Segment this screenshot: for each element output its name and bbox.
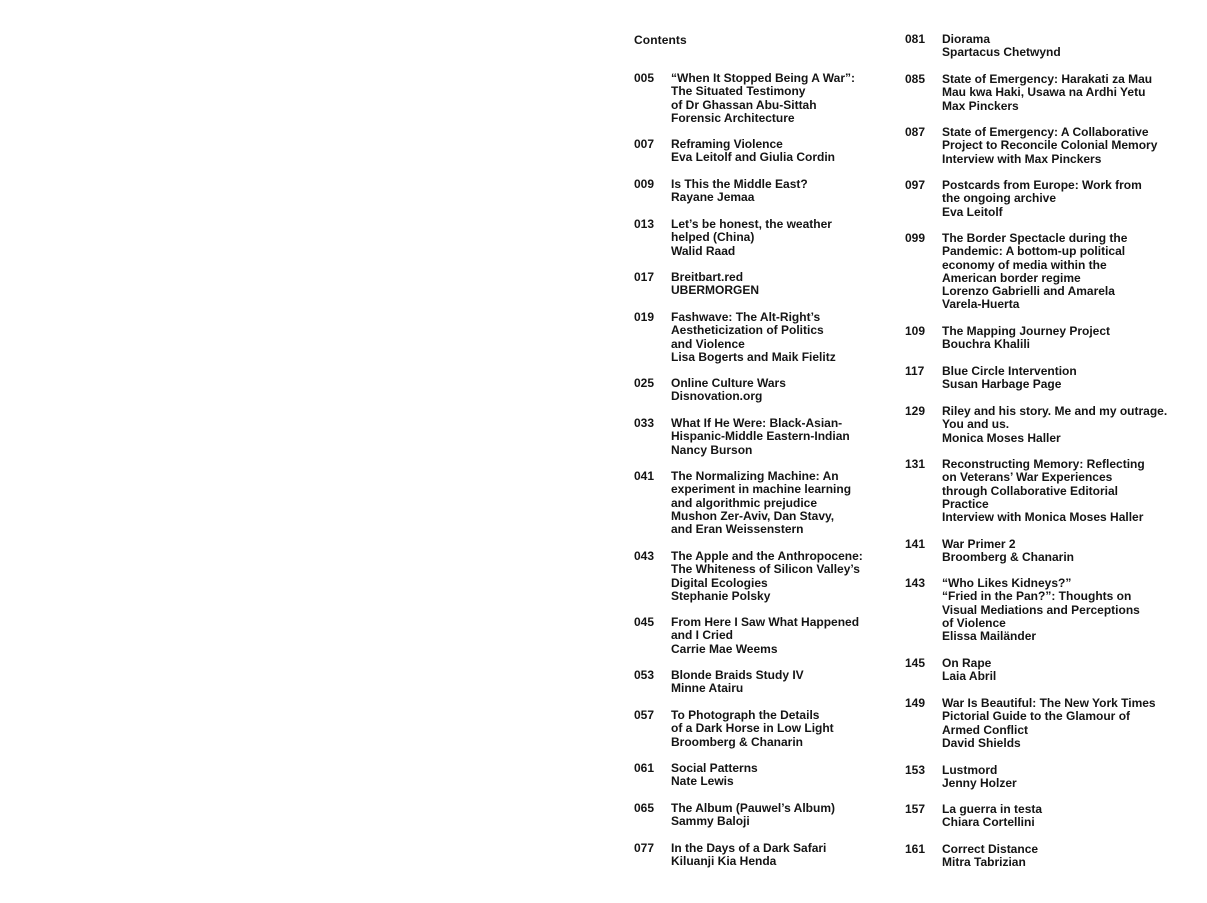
entry-author: Chiara Cortellini <box>942 815 1035 830</box>
entry-text <box>942 179 1178 219</box>
entry-author: Interview with Max Pinckers <box>942 151 1102 166</box>
entry-text <box>671 470 907 536</box>
entry-author: Interview with Monica Moses Haller <box>942 510 1144 525</box>
entry-text <box>671 417 907 457</box>
page-number: 153 <box>905 763 926 777</box>
page-number: 005 <box>634 71 655 85</box>
entry-author: Minne Atairu <box>671 681 744 696</box>
entry-text <box>671 72 907 125</box>
entry-text <box>942 458 1178 524</box>
page-number: 141 <box>905 537 926 551</box>
entry-title-line: Reframing Violence <box>671 137 783 151</box>
entry-author: UBERMORGEN <box>671 283 760 298</box>
entry-author: Spartacus Chetwynd <box>942 45 1061 60</box>
entry-title-line: Lorenzo Gabrielli and Amarela <box>942 284 1115 299</box>
entry-author: Laia Abril <box>942 669 997 684</box>
entry-title-line: “Fried in the Pan?”: Thoughts on <box>942 589 1132 604</box>
entry-title-line: You and us. <box>942 417 1010 432</box>
entry-author: Jenny Holzer <box>942 776 1017 791</box>
entry-author: Lisa Bogerts and Maik Fielitz <box>671 349 836 364</box>
entry-title-line: Pandemic: A bottom-up political <box>942 244 1126 259</box>
entry-text <box>671 138 907 165</box>
page-number: 157 <box>905 802 926 816</box>
entry-title-line: Digital Ecologies <box>671 575 768 590</box>
entry-text <box>942 764 1178 791</box>
entry-text <box>671 669 907 696</box>
entry-text <box>942 73 1178 113</box>
entry-author: Susan Harbage Page <box>942 377 1062 392</box>
entry-title-line: Diorama <box>942 32 991 46</box>
entry-title-line: Postcards from Europe: Work from <box>942 178 1142 192</box>
entry-author: Nate Lewis <box>671 774 734 789</box>
entry-text <box>942 538 1178 565</box>
entry-author: Varela-Huerta <box>942 297 1020 312</box>
entry-text <box>942 33 1178 60</box>
entry-title-line: helped (China) <box>671 230 755 245</box>
entry-author: Bouchra Khalili <box>942 337 1031 352</box>
entry-text <box>671 550 907 603</box>
page-number: 057 <box>634 708 655 722</box>
entry-title-line: The Album (Pauwel’s Album) <box>671 801 836 815</box>
entry-author: Broomberg & Chanarin <box>942 550 1075 565</box>
entry-author: Carrie Mae Weems <box>671 641 778 656</box>
entry-text <box>942 803 1178 830</box>
entry-text <box>942 325 1178 352</box>
entry-title-line: “Who Likes Kidneys?” <box>942 576 1072 590</box>
entry-title-line: Reconstructing Memory: Reflecting <box>942 457 1145 471</box>
page-number: 033 <box>634 416 655 430</box>
entry-title-line: Mau kwa Haki, Usawa na Ardhi Yetu <box>942 85 1146 100</box>
page-number: 081 <box>905 32 926 46</box>
entry-title-line: Mushon Zer-Aviv, Dan Stavy, <box>671 508 835 523</box>
entry-author: Eva Leitolf and Giulia Cordin <box>671 150 836 165</box>
entry-text <box>671 377 907 404</box>
entry-title-line: American border regime <box>942 270 1081 285</box>
entry-title-line: War Primer 2 <box>942 537 1016 551</box>
entry-text <box>942 577 1178 643</box>
page-number: 017 <box>634 270 655 284</box>
entry-title-line: The Whiteness of Silicon Valley’s <box>671 562 860 577</box>
entry-title-line: Blue Circle Intervention <box>942 364 1077 378</box>
entry-title-line: Pictorial Guide to the Glamour of <box>942 709 1131 724</box>
entry-title-line: Armed Conflict <box>942 722 1029 737</box>
entry-title-line: Aestheticization of Politics <box>671 323 824 338</box>
entry-title-line: Online Culture Wars <box>671 376 786 390</box>
entry-author: Eva Leitolf <box>942 204 1003 219</box>
entry-title-line: and algorithmic prejudice <box>671 495 818 510</box>
page-number: 143 <box>905 576 926 590</box>
entry-title-line: “When It Stopped Being A War”: <box>671 71 855 85</box>
entry-author: Rayane Jemaa <box>671 190 755 205</box>
page-number: 085 <box>905 72 926 86</box>
entry-title-line: Practice <box>942 496 989 511</box>
page-number: 065 <box>634 801 655 815</box>
page-number: 007 <box>634 137 655 151</box>
page-number: 099 <box>905 231 926 245</box>
entry-title-line: and Violence <box>671 336 745 351</box>
entry-title-line: Riley and his story. Me and my outrage. <box>942 404 1168 418</box>
entry-title-line: The Normalizing Machine: An <box>671 469 839 483</box>
entry-author: Mitra Tabrizian <box>942 855 1026 870</box>
entry-text <box>671 802 907 829</box>
entry-author: and Eran Weissenstern <box>671 522 804 537</box>
entry-text <box>671 616 907 656</box>
page-number: 097 <box>905 178 926 192</box>
entry-title-line: War Is Beautiful: The New York Times <box>942 696 1156 710</box>
entry-text <box>942 365 1178 392</box>
contents-heading: Contents <box>634 33 687 47</box>
page-number: 161 <box>905 842 926 856</box>
entry-title-line: State of Emergency: Harakati za Mau <box>942 72 1153 86</box>
entry-text <box>671 178 907 205</box>
entry-title-line: of Violence <box>942 615 1006 630</box>
entry-author: Walid Raad <box>671 243 736 258</box>
entry-title-line: Project to Reconcile Colonial Memory <box>942 138 1158 153</box>
entry-title-line: What If He Were: Black-Asian- <box>671 416 843 430</box>
page-number: 061 <box>634 761 655 775</box>
page-number: 009 <box>634 177 655 191</box>
blank-left-page <box>0 0 603 903</box>
page-number: 087 <box>905 125 926 139</box>
entry-author: David Shields <box>942 735 1021 750</box>
entry-author: Stephanie Polsky <box>671 588 771 603</box>
page-number: 043 <box>634 549 655 563</box>
entry-title-line: Correct Distance <box>942 842 1039 856</box>
entry-title-line: Is This the Middle East? <box>671 177 808 191</box>
entry-title-line: Fashwave: The Alt-Right’s <box>671 310 821 324</box>
page-number: 077 <box>634 841 655 855</box>
entry-title-line: experiment in machine learning <box>671 482 852 497</box>
entry-title-line: through Collaborative Editorial <box>942 483 1119 498</box>
entry-title-line: The Situated Testimony <box>671 84 806 99</box>
entry-author: Sammy Baloji <box>671 814 750 829</box>
page-number: 129 <box>905 404 926 418</box>
entry-text <box>942 843 1178 870</box>
entry-title-line: Breitbart.red <box>671 270 744 284</box>
page-number: 145 <box>905 656 926 670</box>
entry-title-line: the ongoing archive <box>942 191 1057 206</box>
page-number: 117 <box>905 364 925 378</box>
entry-title-line: and I Cried <box>671 628 734 643</box>
entry-title-line: Visual Mediations and Perceptions <box>942 602 1140 617</box>
entry-text <box>942 697 1178 750</box>
page-number: 053 <box>634 668 655 682</box>
page-number: 041 <box>634 469 655 483</box>
page-number: 109 <box>905 324 926 338</box>
entry-text <box>942 657 1178 684</box>
entry-title-line: Blonde Braids Study IV <box>671 668 804 682</box>
page-number: 019 <box>634 310 655 324</box>
entry-title-line: The Mapping Journey Project <box>942 324 1111 338</box>
entry-title-line: In the Days of a Dark Safari <box>671 841 827 855</box>
entry-title-line: To Photograph the Details <box>671 708 820 722</box>
entry-title-line: of a Dark Horse in Low Light <box>671 721 834 736</box>
entry-title-line: The Border Spectacle during the <box>942 231 1128 245</box>
entry-title-line: Let’s be honest, the weather <box>671 217 832 231</box>
entry-title-line: Hispanic-Middle Eastern-Indian <box>671 429 850 444</box>
entry-text <box>671 709 907 749</box>
entry-text <box>671 218 907 258</box>
entry-author: Monica Moses Haller <box>942 430 1061 445</box>
entry-author: Broomberg & Chanarin <box>671 734 804 749</box>
entry-title-line: State of Emergency: A Collaborative <box>942 125 1149 139</box>
entry-title-line: From Here I Saw What Happened <box>671 615 860 629</box>
entry-author: Nancy Burson <box>671 442 753 457</box>
entry-title-line: economy of media within the <box>942 257 1107 272</box>
page-number: 131 <box>905 457 926 471</box>
entry-title-line: Social Patterns <box>671 761 758 775</box>
entry-title-line: On Rape <box>942 656 992 670</box>
entry-title-line: on Veterans’ War Experiences <box>942 470 1113 485</box>
entry-author: Kiluanji Kia Henda <box>671 854 777 869</box>
page-number: 149 <box>905 696 926 710</box>
entry-title-line: La guerra in testa <box>942 802 1043 816</box>
entry-title-line: of Dr Ghassan Abu-Sittah <box>671 97 817 112</box>
entry-text <box>671 311 907 364</box>
entry-text <box>942 232 1178 312</box>
entry-author: Disnovation.org <box>671 389 763 404</box>
entry-title-line: Lustmord <box>942 763 998 777</box>
entry-text <box>671 842 907 869</box>
page-number: 045 <box>634 615 655 629</box>
page-number: 025 <box>634 376 655 390</box>
entry-author: Elissa Mailänder <box>942 629 1037 644</box>
entry-text <box>942 126 1178 166</box>
entry-text <box>942 405 1178 445</box>
entry-title-line: The Apple and the Anthropocene: <box>671 549 863 563</box>
entry-author: Max Pinckers <box>942 98 1019 113</box>
entry-author: Forensic Architecture <box>671 110 795 125</box>
page-number: 013 <box>634 217 655 231</box>
entry-text <box>671 762 907 789</box>
entry-text <box>671 271 907 298</box>
